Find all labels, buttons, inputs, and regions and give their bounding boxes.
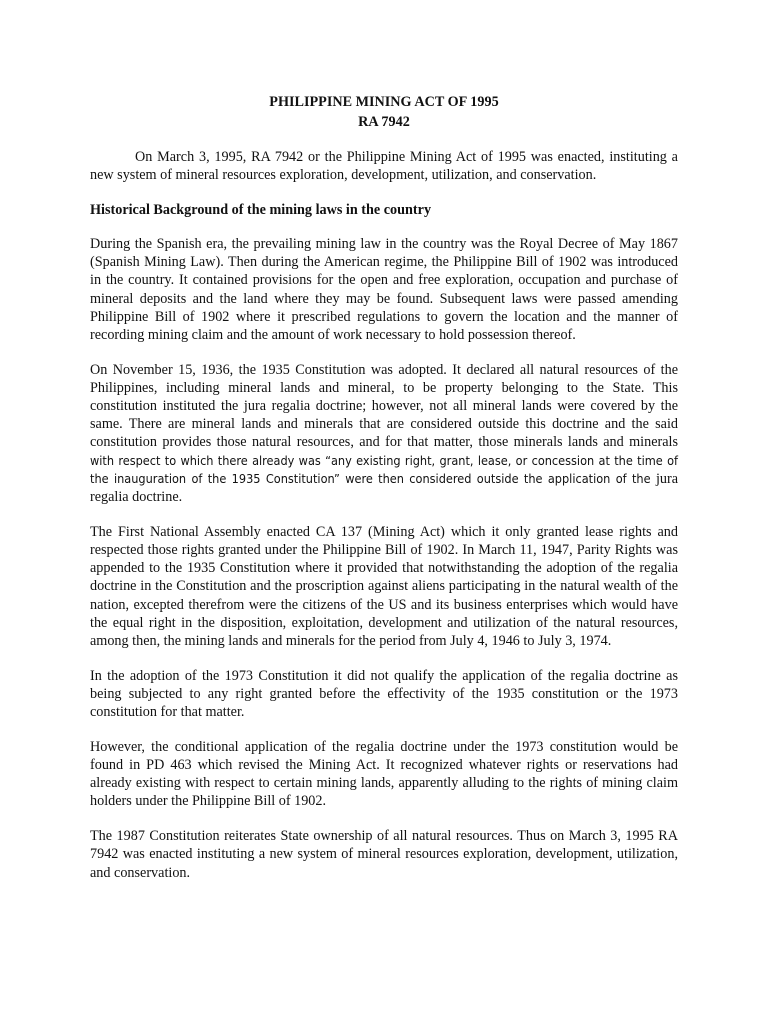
constitution-text-part-1: On November 15, 1936, the 1935 Constitution was adopted. It declared all natural resources of the Philippines, including mineral lands and mineral, to be property belonging to the State. This constitution instituted the jura regalia doctrine; however, not all mineral lands were covered by the same. There are mineral lands and minerals that are considered outside this doctrine and the said constitution provides those natural resources, and for that matter, those minerals lands and minerals xyxy=(90,361,678,451)
paragraph-1973-constitution: In the adoption of the 1973 Constitution it did not qualify the application of the regalia doctrine as being subjected to any right granted before the effectivity of the 1935 constitution or the 1973 constitution for that matter. xyxy=(90,667,678,721)
document-subtitle: RA 7942 xyxy=(358,114,410,130)
paragraph-spanish-era: During the Spanish era, the prevailing mining law in the country was the Royal Decree of May 1867 (Spanish Mining Law). Then during the American regime, the Philippine Bill of 1902 was introduced in the country. It contained provisions for the open and free exploration, occupation and purchase of mineral deposits and the land where they may be found. Subsequent laws were passed amending Philippine Bill of 1902 where it prescribed regulations to govern the location and the manner of recording mining claim and the amount of work necessary to hold possession thereof. xyxy=(90,235,678,343)
constitution-text-part-3: jura regalia doctrine. xyxy=(90,470,678,506)
intro-paragraph: On March 3, 1995, RA 7942 or the Philippine Mining Act of 1995 was enacted, instituting a new system of mineral resources exploration, development, utilization, and conservation. xyxy=(90,149,678,184)
document-title: PHILIPPINE MINING ACT OF 1995 xyxy=(269,94,499,110)
constitution-text-part-2: with respect to which there already was “any existing right, grant, lease, or concession at the time of the inauguration of the 1935 Constitution” were then considered outside the application of the xyxy=(90,452,678,486)
paragraph-pd-463: However, the conditional application of the regalia doctrine under the 1973 constitution would be found in PD 463 which revised the Mining Act. It recognized whatever rights or reservations had already existing with respect to certain mining lands, apparently alluding to the rights of mining claim holders under the Philippine Bill of 1902. xyxy=(90,738,678,810)
paragraph-1935-constitution xyxy=(90,361,678,507)
paragraph-1987-constitution: The 1987 Constitution reiterates State ownership of all natural resources. Thus on March 3, 1995 RA 7942 was enacted instituting a new system of mineral resources exploration, development, utilization, and conservation. xyxy=(90,828,678,881)
title-block xyxy=(90,92,678,132)
section-heading: Historical Background of the mining laws in the country xyxy=(90,201,432,218)
paragraph-first-national-assembly: The First National Assembly enacted CA 137 (Mining Act) which it only granted lease rights and respected those rights granted under the Philippine Bill of 1902. In March 11, 1947, Parity Rights was appended to the 1935 Constitution where it provided that notwithstanding the adoption of the regalia doctrine in the Constitution and the proscription against aliens participating in the natural wealth of the nation, excepted therefrom were the citizens of the US and its business enterprises which would have the equal right in the disposition, exploitation, development and utilization of the natural resources, among then, the mining lands and minerals for the period from July 4, 1946 to July 3, 1974. xyxy=(90,523,678,649)
